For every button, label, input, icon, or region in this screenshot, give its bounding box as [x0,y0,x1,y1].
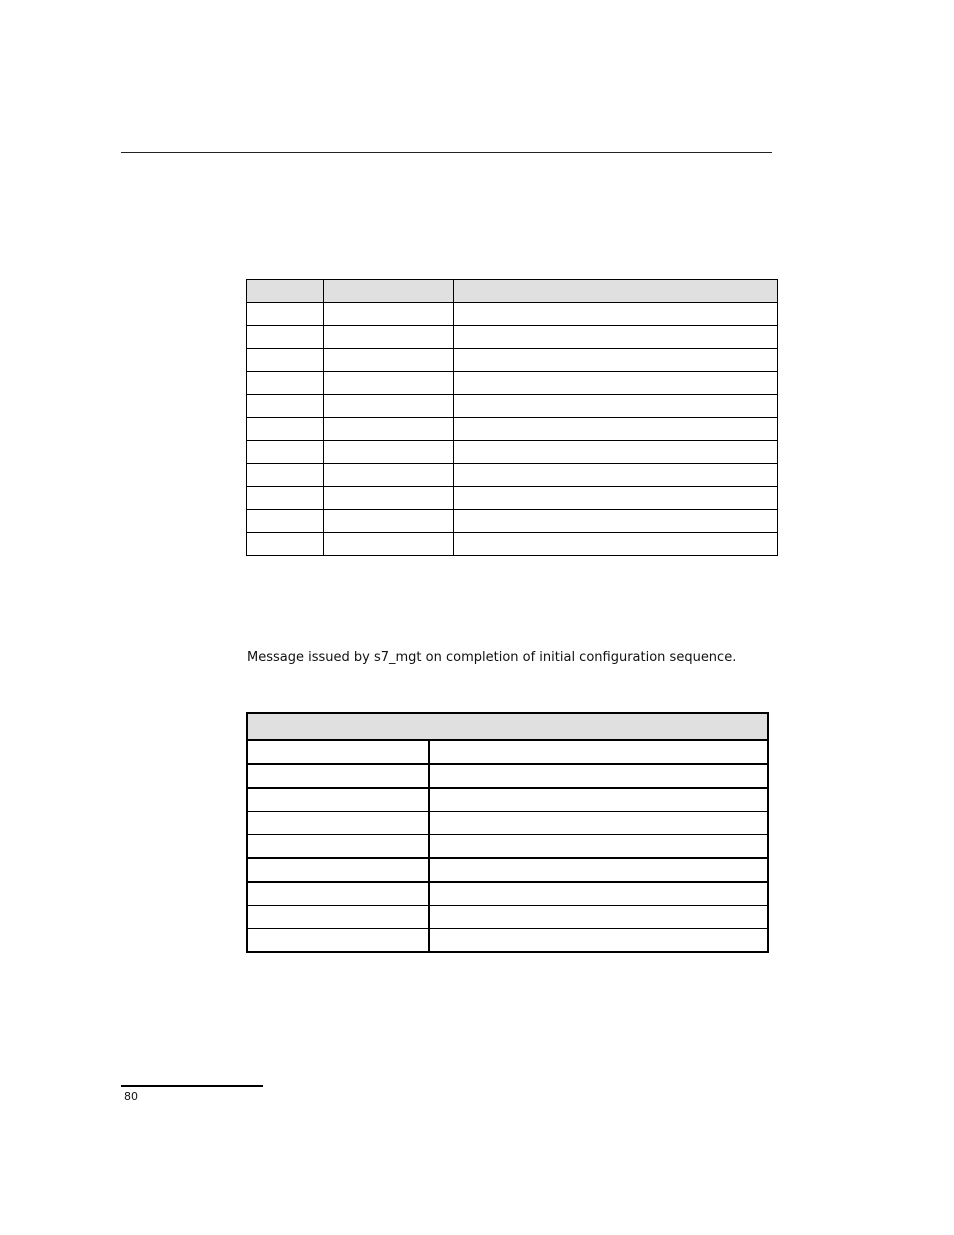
table-cell [454,464,778,487]
table-cell [247,882,429,906]
table-row [247,372,778,395]
table-cell [247,372,324,395]
table-row [247,929,768,953]
table-row [247,510,778,533]
table-cell [324,418,454,441]
table-row [247,858,768,882]
table-cell [324,441,454,464]
table-cell [324,487,454,510]
table-cell [429,858,768,882]
table-cell [429,812,768,835]
table-cell [429,835,768,859]
table-row [247,418,778,441]
table-1-header-row [247,280,778,303]
table-cell [324,510,454,533]
table-cell [324,349,454,372]
table-row [247,349,778,372]
table-cell [247,418,324,441]
table-cell [247,303,324,326]
table-cell [454,303,778,326]
table-row [247,533,778,556]
table-row [247,441,778,464]
table-cell [247,487,324,510]
table-cell [454,418,778,441]
table-cell [324,326,454,349]
table-cell [247,349,324,372]
table-row [247,303,778,326]
table-cell [247,812,429,835]
table-row [247,906,768,929]
table-cell [247,533,324,556]
table-row [247,788,768,812]
table-cell [429,882,768,906]
table-cell [247,510,324,533]
table-cell [247,929,429,953]
footer-rule [121,1085,263,1087]
table-row [247,740,768,764]
table-cell [454,372,778,395]
table-row [247,464,778,487]
table-cell [454,533,778,556]
table-cell [247,395,324,418]
table-cell [454,487,778,510]
table-cell [324,464,454,487]
table-row [247,764,768,788]
table-cell [247,326,324,349]
page-number: 80 [124,1090,138,1103]
table-row [247,812,768,835]
message-description: Message issued by s7_mgt on completion of initial configuration sequence. [247,650,737,665]
table-row [247,882,768,906]
header-rule [121,152,772,153]
table-cell [247,464,324,487]
table-cell [247,740,429,764]
table-cell [429,764,768,788]
table-cell [454,349,778,372]
table-cell [429,929,768,953]
table-row [247,326,778,349]
table-row [247,835,768,859]
table-cell [247,858,429,882]
table-1-header-cell [247,280,324,303]
table-cell [324,372,454,395]
table-cell [324,303,454,326]
table-row [247,395,778,418]
table-row [247,487,778,510]
table-cell [247,788,429,812]
table-cell [454,326,778,349]
table-cell [454,510,778,533]
table-2-header-row [247,713,768,740]
table-cell [454,395,778,418]
table-2 [246,712,769,953]
table-cell [429,906,768,929]
table-cell [247,906,429,929]
table-cell [324,395,454,418]
table-1-header-cell [324,280,454,303]
table-2-header-cell [247,713,768,740]
table-cell [429,740,768,764]
table-cell [324,533,454,556]
table-cell [454,441,778,464]
table-cell [247,835,429,859]
table-cell [247,764,429,788]
table-1 [246,279,778,556]
table-cell [247,441,324,464]
table-cell [429,788,768,812]
table-1-header-cell [454,280,778,303]
